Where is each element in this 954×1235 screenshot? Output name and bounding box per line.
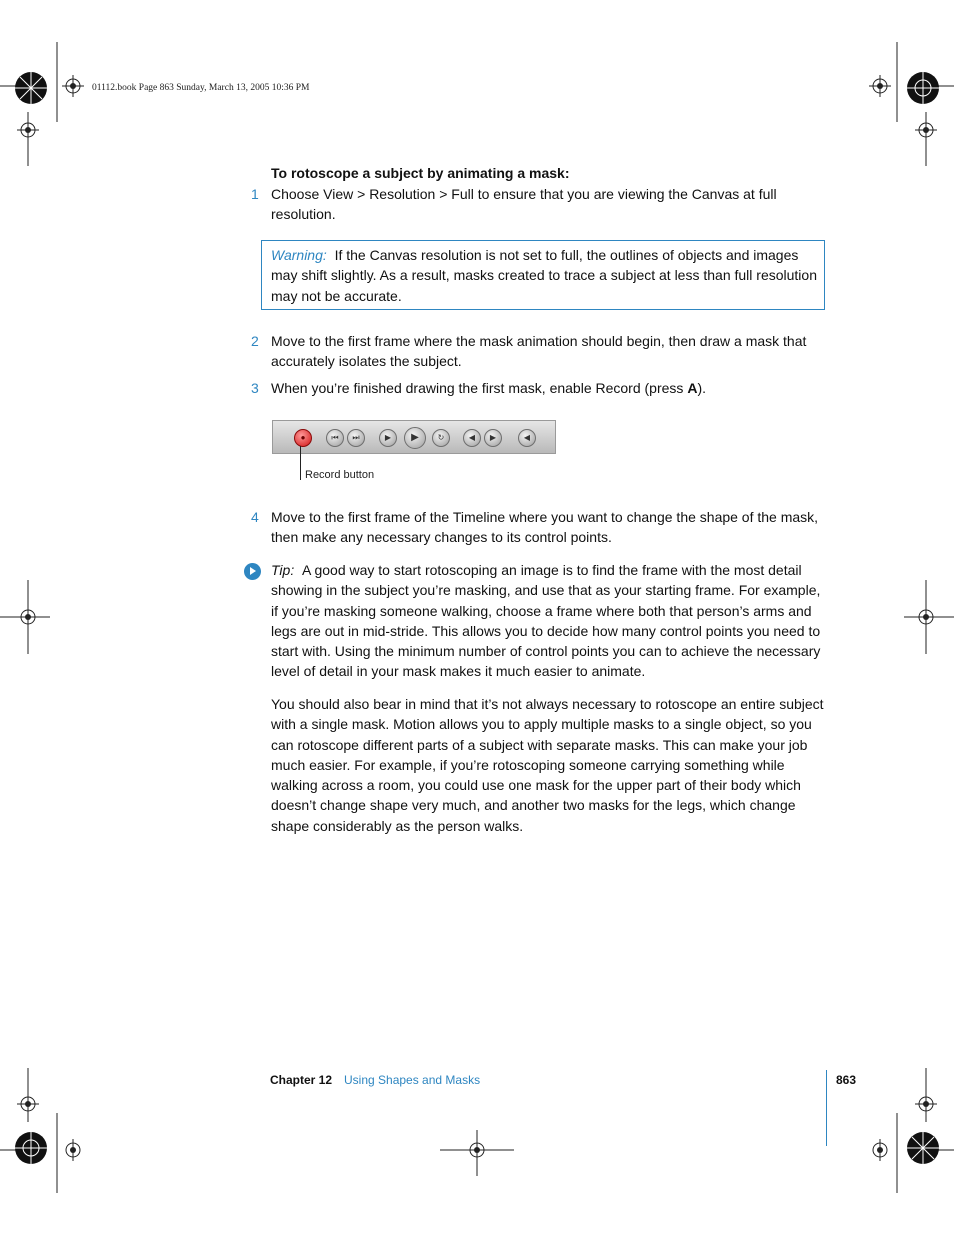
body-paragraph: You should also bear in mind that it’s not always necessary to rotoscope an entire subject with a single mask. Motion allows you to apply multiple masks to a single object, so you can rotoscope different parts of a subject with separate masks. This can make your job much easier. For example, if you’re rotoscoping someone carrying something while walking across a room, you could use one mask for the upper part of their body which doesn’t change shape very much, and another two masks for the legs, which change shape considerably as the person walks.: [271, 696, 824, 834]
play-selection-button[interactable]: ▶: [379, 429, 397, 447]
go-to-end-button[interactable]: ⏭: [347, 429, 365, 447]
warning-text: If the Canvas resolution is not set to full, the outlines of objects and images may shift slightly. As a result, masks created to trace a subject at less than full resolution may not be accurate.: [271, 247, 817, 304]
keyboard-key: A: [687, 380, 698, 396]
callout-line: [300, 446, 301, 480]
transport-controls-figure: [272, 420, 556, 454]
tip-paragraph: [271, 560, 831, 682]
warning-label: Warning:: [271, 247, 327, 263]
print-slug: 01112.book Page 863 Sunday, March 13, 2005 10:36 PM: [92, 83, 310, 93]
record-button[interactable]: ●: [294, 429, 312, 447]
step-backward-button[interactable]: ◀: [463, 429, 481, 447]
step-number: 4: [251, 509, 259, 525]
step-text-end: ).: [697, 380, 706, 396]
step-number: 1: [251, 186, 259, 202]
step-forward-button[interactable]: ▶: [484, 429, 502, 447]
audio-button[interactable]: ◀: [518, 429, 536, 447]
loop-button[interactable]: ↻: [432, 429, 450, 447]
go-to-start-button[interactable]: ⏮: [326, 429, 344, 447]
record-button-callout: Record button: [305, 469, 375, 481]
footer-divider: [826, 1070, 827, 1146]
footer-chapter: Chapter 12: [270, 1073, 333, 1087]
play-button[interactable]: ▶: [404, 427, 426, 449]
step-number: 3: [251, 380, 259, 396]
warning-box: [261, 240, 825, 310]
tip-arrow-icon: [244, 563, 261, 580]
step-text: When you’re finished drawing the first mask, enable Record (press: [271, 380, 688, 396]
tip-label: Tip:: [271, 562, 295, 578]
step-text: Move to the first frame of the Timeline where you want to change the shape of the mask, then make any necessary changes to its control points.: [271, 509, 819, 546]
step-number: 2: [251, 333, 259, 349]
page-number: 863: [836, 1073, 857, 1087]
step-text: Move to the first frame where the mask animation should begin, then draw a mask that accurately isolates the subject.: [271, 333, 807, 370]
procedure-heading: To rotoscope a subject by animating a mask:: [271, 165, 570, 181]
tip-text: A good way to start rotoscoping an image is to find the frame with the most detail showing in the subject you’re masking, and use that as your starting frame. For example, if you’re masking someone walking, choose a frame where both that person’s arms and legs are out in mid-stride. This allows you to decide how many control points you need to start with. Using the minimum number of control points you can to achieve the necessary level of detail in your mask makes it much easier to animate.: [271, 562, 821, 680]
step-text: Choose View > Resolution > Full to ensure that you are viewing the Canvas at full resolution.: [271, 186, 777, 223]
footer-chapter-title: Using Shapes and Masks: [344, 1073, 481, 1087]
